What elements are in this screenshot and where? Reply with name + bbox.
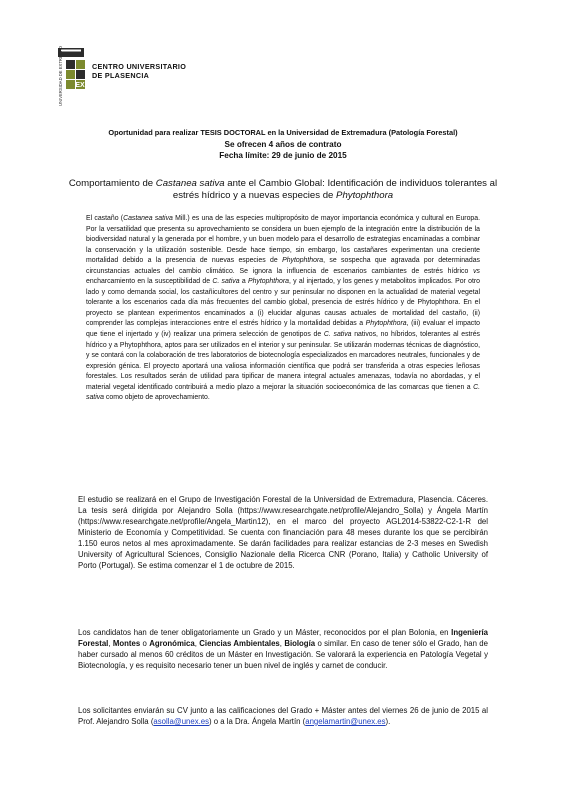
abstract-italic: C. sativa	[323, 331, 352, 339]
abstract-italic: Phytophthora	[365, 320, 407, 328]
email-link-martin[interactable]: angelamartin@unex.es	[305, 717, 386, 726]
abstract-text: encharcamiento en la susceptibilidad de	[86, 278, 213, 286]
abstract-italic: C. sativa	[212, 278, 240, 286]
req-text: ,	[194, 639, 200, 648]
abstract-text: , (iii) evaluar el impacto que tiene el injertado y (iv) realizar una primera selección de genotipos de	[86, 320, 480, 339]
header-bold: TESIS DOCTORAL	[200, 128, 266, 137]
project-title	[66, 178, 500, 202]
req-bold: Agronómica	[149, 639, 195, 648]
abstract-text: El castaño (	[86, 215, 124, 222]
abstract-text: , se sospecha que agravada por determinadas circunstancias actuales del cambio climático. Se ignora la influencia de escenarios cambiantes de estrés hídrico	[86, 257, 480, 275]
abstract-text: Mill.) es una de las especies multipropósito de mayor importancia económica y cultural en Europa. Por la versatilidad que presenta su aprovechamiento se considera un buen ejemplo de la integración entre la distribución de la biodiversidad natural y la generada por el hombre, y un buen modelo para el desarrollo de estrategias encaminadas a combinar la conservación y la utilización sostenible. Desde hace tiempo, sin embargo, los castañares experimentan una creciente mortalidad debido a la presencia de nuevas especies de	[86, 215, 480, 265]
req-text: Los candidatos han de tener obligatoriamente un Grado y un Máster, reconocidos por el plan Bolonia, en	[78, 628, 452, 637]
req-bold: Ingeniería Forestal	[78, 628, 488, 648]
study-details-paragraph: El estudio se realizará en el Grupo de Investigación Forestal de la Universidad de Extremadura, Plasencia. Cáceres. La tesis será dirigida por Alejandro Solla (https://www.researchgate.net/profile/Alejandro_Solla) y Ángela Martín (https://www.researchgate.net/profile/Angela_Martin12), en el marco del proyecto AGL2014-53822-C2-1-R del Ministerio de Economía y Competitividad. Se cuenta con financiación para 48 meses durante los que se percibirán 1.150 euros netos al mes aproximadamente. Se darán facilidades para realizar estancias de 2-3 meses en Swedish University of Agricultural Sciences, Consiglio Nazionale della Ricerca CNR (Porano, Italia) y Catholic University of Porto (Portugal). Se estima comenzar el 1 de octubre de 2015.	[78, 495, 488, 570]
header-text: Oportunidad para realizar	[108, 128, 201, 137]
abstract	[86, 214, 480, 404]
header-contract: Se ofrecen 4 años de contrato	[224, 140, 342, 149]
email-link-solla[interactable]: asolla@unex.es	[153, 717, 210, 726]
logo-line-1: CENTRO UNIVERSITARIO	[92, 62, 187, 71]
apply-text: ) o a la Dra. Ángela Martín (	[209, 717, 306, 726]
abstract-italic: Castanea sativa	[123, 215, 173, 222]
req-text: o	[140, 639, 150, 648]
application-paragraph	[78, 705, 488, 727]
req-bold: Ciencias Ambientales	[199, 639, 280, 648]
logo-text	[92, 62, 186, 80]
logo-vertical-text: UNIVERSIDAD DE EXTREMADURA	[58, 46, 63, 106]
apply-text: ).	[385, 717, 391, 726]
abstract-italic: Phytophthora	[282, 257, 324, 265]
svg-text:EX: EX	[75, 82, 85, 89]
req-bold: Biología	[284, 639, 316, 648]
req-text: ,	[279, 639, 285, 648]
abstract-text: nativos, no híbridos, tolerantes al estrés hídrico y a Phytophthora, aptos para ser utilizados en el interior y sur peninsular. Se utilizarán modernas técnicas de diagnóstico, y se contará con la colaboración de tres laboratorios de biotecnología especializados en marcadores neutrales, funcionales y de expresión génica. El proyecto aportará una valiosa información científica que podrá ser transferida a otras especies leñosas forestales. Los resultados serán de utilidad para tipificar de manera integral actuales amenazas, todavía no abordadas, y el material vegetal identificado contribuirá a medio plazo a mejorar la situación socioeconómica de las comarcas que tienen a	[86, 331, 480, 391]
abstract-italic: vs	[473, 267, 480, 275]
req-text: ,	[108, 639, 113, 648]
abstract-italic: C. sativa	[86, 383, 480, 402]
logo-line-2: DE PLASENCIA	[92, 71, 150, 80]
title-text: ante el Cambio Global: Identificación de individuos tolerantes al estrés hídrico y a nuevas especies de	[172, 178, 498, 201]
requirements-paragraph	[78, 627, 488, 671]
req-text: o similar. En caso de tener sólo el Grado, han de haber cursado al menos 60 créditos de un Máster en Investigación. Se valorará la experiencia en Patología Vegetal y Biotecnología, y es requisito necesario tener un buen nivel de inglés y carnet de conducir.	[78, 639, 488, 670]
header-text: en la Universidad de Extremadura (Patología Forestal)	[265, 128, 458, 137]
abstract-text: como objeto de aprovechamiento.	[104, 394, 210, 402]
req-bold: Montes	[112, 639, 141, 648]
abstract-text: , y al injertado, y los genes y metabolitos implicados. Por otro lado y como demanda social, los castañicultores del centro y sur peninsular no disponen en la actualidad de material vegetal tolerante a los escenarios cada día más frecuentes del cambio global, presencia de estrés hídrico y de Phytophthora. En el proyecto se plantean experimentos encaminados a (i) elucidar algunas causas actuales de mortalidad del castaño, (ii) comprender las complejas interacciones entre el estrés hídrico y la mortalidad debidas a	[86, 278, 481, 328]
title-text: Comportamiento de	[68, 178, 156, 189]
title-pathogen: Phytophthora	[336, 190, 394, 201]
abstract-text: a	[239, 278, 248, 286]
apply-text: Los solicitantes enviarán su CV junto a las calificaciones del Grado + Máster antes del viernes 26 de junio de 2015 al Prof. Alejandro Solla (	[78, 706, 488, 726]
header-deadline: Fecha límite: 29 de junio de 2015	[219, 151, 347, 160]
abstract-italic: Phytophthora	[247, 278, 289, 286]
header-opportunity	[40, 128, 526, 137]
title-species: Castanea sativa	[155, 178, 225, 189]
